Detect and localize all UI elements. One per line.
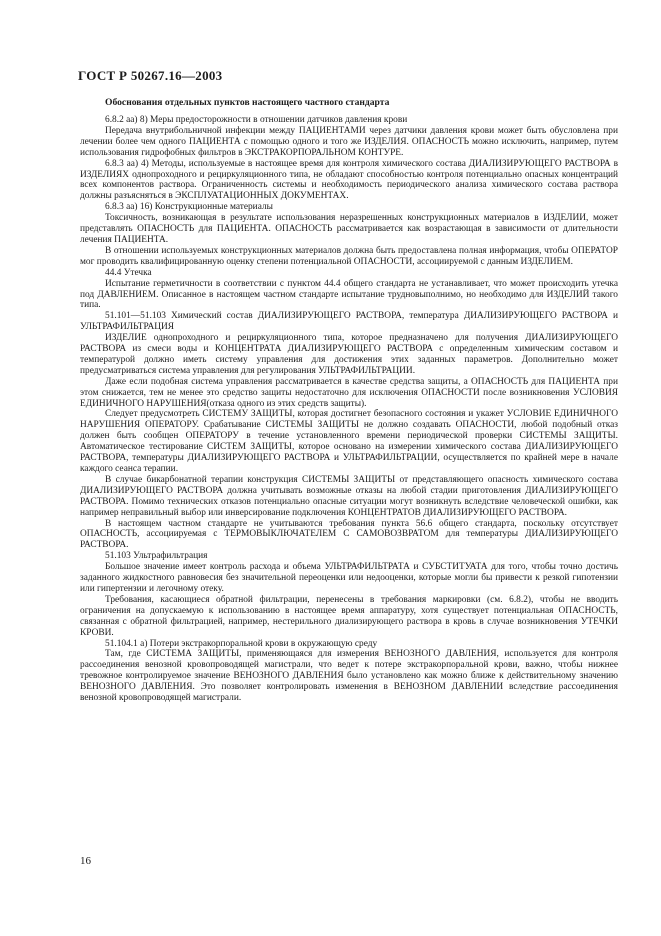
paragraph: 51.101—51.103 Химический состав ДИАЛИЗИРУЮЩЕГО РАСТВОРА, температура ДИАЛИЗИРУЮЩЕГО РАСТВОРА и УЛЬТРАФИЛЬТРАЦИЯ bbox=[80, 311, 618, 333]
paragraph: Токсичность, возникающая в результате использования неразрешенных конструкционных материалов в ИЗДЕЛИИ, может представлять ОПАСНОСТЬ для ПАЦИЕНТА. ОПАСНОСТЬ рассматривается как возрастающая в зависимости от длительности лечения ПАЦИЕНТА. bbox=[80, 213, 618, 245]
paragraph: Даже если подобная система управления рассматривается в качестве средства защиты, а ОПАСНОСТЬ для ПАЦИЕНТА при этом снижается, тем не менее это средство защиты недостаточно для исключения ОПАСНОСТИ после возникновения УСЛОВИЯ ЕДИНИЧНОГО НАРУШЕНИЯ(отказа одного из этих средств защиты). bbox=[80, 376, 618, 409]
document-body bbox=[80, 115, 618, 704]
paragraph: 6.8.3 аа) 4) Методы, используемые в настоящее время для контроля химического состава ДИАЛИЗИРУЮЩЕГО РАСТВОРА в ИЗДЕЛИЯХ однопроходного и рециркуляционного типа, не обладают способностью контроля потенциально опасных концентраций всех компонентов раствора. Ограниченность системы и необходимость периодического анализа химического состава раствора должны разъясняться в ЭКСПЛУАТАЦИОННЫХ ДОКУМЕНТАХ. bbox=[80, 158, 618, 202]
paragraph: ИЗДЕЛИЕ однопроходного и рециркуляционного типа, которое предназначено для получения ДИАЛИЗИРУЮЩЕГО РАСТВОРА из смеси воды и КОНЦЕНТРАТА ДИАЛИЗИРУЮЩЕГО РАСТВОРА с определенным химическим составом и температурой должно иметь систему управления для достижения этих заданных параметров. Дополнительно может предусматриваться система управления для регулирования УЛЬТРАФИЛЬТРАЦИИ. bbox=[80, 333, 618, 376]
paragraph: 6.8.3 аа) 16) Конструкционные материалы bbox=[105, 202, 273, 213]
paragraph: В настоящем частном стандарте не учитываются требования пункта 56.6 общего стандарта, поскольку отсутствует ОПАСНОСТЬ, ассоциируемая с ТЕРМОВЫКЛЮЧАТЕЛЕМ С САМОВОЗВРАТОМ для температуры ДИАЛИЗИРУЮЩЕГО РАСТВОРА. bbox=[80, 518, 618, 551]
paragraph: 51.103 Ультрафильтрация bbox=[105, 551, 208, 562]
paragraph: 6.8.2 аа) 8) Меры предосторожности в отношении датчиков давления крови bbox=[105, 115, 408, 125]
paragraph: В случае бикарбонатной терапии конструкция СИСТЕМЫ ЗАЩИТЫ от представляющего опасность химического состава ДИАЛИЗИРУЮЩЕГО РАСТВОРА должна учитывать возможные отказы на любой стадии приготовления ДИАЛИЗИРУЮЩЕГО РАСТВОРА. Помимо технических отказов потенциально опасные ситуации могут возникнуть вследствие человеческой ошибки, как например неправильный выбор или инверсирование подключения КОНЦЕНТРАТОВ ДИАЛИЗИРУЮЩЕГО РАСТВОРА. bbox=[80, 474, 618, 518]
paragraph: В отношении используемых конструкционных материалов должна быть предоставлена полная информация, чтобы ОПЕРАТОР мог проводить квалифицированную оценку степени потенциальной ОПАСНОСТИ, ассоциируемой с данным ИЗДЕЛИЕМ. bbox=[80, 245, 618, 267]
document-header: ГОСТ Р 50267.16—2003 bbox=[78, 68, 223, 83]
paragraph: Передача внутрибольничной инфекции между ПАЦИЕНТАМИ через датчики давления крови может быть обусловлена при лечении более чем одного ПАЦИЕНТА с помощью одного и того же ИЗДЕЛИЯ. ОПАСНОСТЬ можно исключить, например, путем использования гидрофобных фильтров в ЭКСТРАКОРПОРАЛЬНОМ КОНТУРЕ. bbox=[80, 125, 618, 158]
page-number: 16 bbox=[80, 855, 91, 867]
paragraph: Испытание герметичности в соответствии с пунктом 44.4 общего стандарта не устанавливает, что может происходить утечка под ДАВЛЕНИЕМ. Описанное в настоящем частном стандарте испытание трудновыполнимо, но необходимо для ИЗДЕЛИЙ такого типа. bbox=[80, 278, 618, 311]
paragraph: 44.4 Утечка bbox=[105, 267, 152, 278]
section-title: Обоснования отдельных пунктов настоящего частного стандарта bbox=[105, 97, 390, 108]
paragraph: Там, где СИСТЕМА ЗАЩИТЫ, применяющаяся для измерения ВЕНОЗНОГО ДАВЛЕНИЯ, используется для контроля рассоединения венозной кровопроводящей магистрали, что ведет к потере экстракорпоральной крови, важно, чтобы нижнее тревожное контролируемое значение ВЕНОЗНОГО ДАВЛЕНИЯ было установлено как можно ближе к действительному значению ВЕНОЗНОГО ДАВЛЕНИЯ. Это позволяет контролировать изменения в ВЕНОЗНОМ ДАВЛЕНИИ вследствие рассоединения венозной кровопроводящей магистрали. bbox=[80, 649, 618, 704]
paragraph: Требования, касающиеся обратной фильтрации, перенесены в требования маркировки (см. 6.8.2), чтобы не вводить ограничения на допускаемую к использованию в настоящее время аппаратуру, хотя существует потенциальная ОПАСНОСТЬ, связанная с обратной фильтрацией, например, нестерильного диализирующего раствора в кровь в случае возникновения УТЕЧКИ КРОВИ. bbox=[80, 594, 618, 638]
paragraph: Следует предусмотреть СИСТЕМУ ЗАЩИТЫ, которая достигнет безопасного состояния и укажет УСЛОВИЕ ЕДИНИЧНОГО НАРУШЕНИЯ ОПЕРАТОРУ. Срабатывание СИСТЕМЫ ЗАЩИТЫ не должно создавать ОПАСНОСТИ, любой подобный отказ должен быть сообщен ОПЕРАТОРУ в течение установленного времени периодической проверки СИСТЕМЫ ЗАЩИТЫ. Автоматическое тестирование СИСТЕМ ЗАЩИТЫ, которое основано на измерении химического состава ДИАЛИЗИРУЮЩЕГО РАСТВОРА, температуры ДИАЛИЗИРУЮЩЕГО РАСТВОРА и УЛЬТРАФИЛЬТРАЦИИ, осуществляется по крайней мере в начале каждого сеанса терапии. bbox=[80, 409, 618, 474]
paragraph: Большое значение имеет контроль расхода и объема УЛЬТРАФИЛЬТРАТА и СУБСТИТУАТА для того, чтобы точно достичь заданного жидкостного равновесия без значительной переоценки или недооценки, которые могли бы привести к резкой гипотензии или гипертензии и легочному отеку. bbox=[80, 562, 618, 594]
paragraph: 51.104.1 а) Потери экстракорпоральной крови в окружающую среду bbox=[105, 638, 378, 649]
